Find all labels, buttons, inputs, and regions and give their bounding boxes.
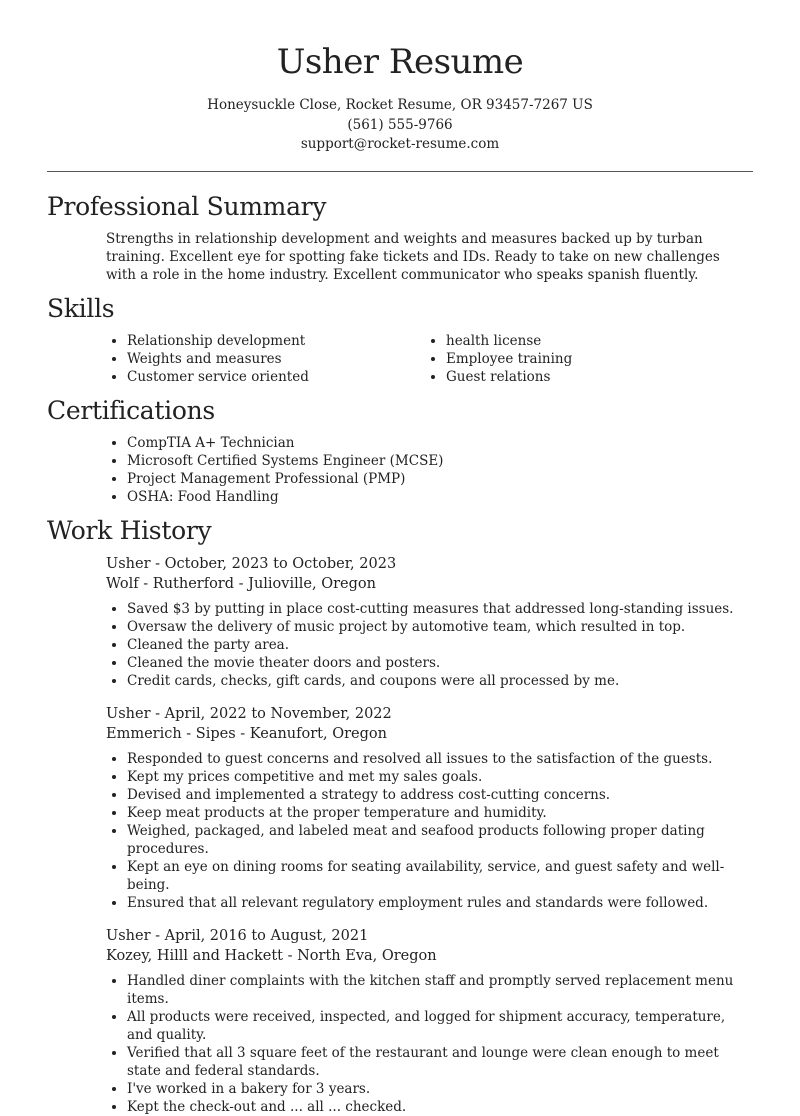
- job-bullet: • Kept the check-out and ... all ... checked.: [127, 1098, 753, 1116]
- skills-section: [0, 292, 800, 386]
- job-bullet: • Oversaw the delivery of music project by automotive team, which resulted in top.: [127, 618, 753, 636]
- header-divider: [47, 171, 753, 172]
- job-bullet: • Saved $3 by putting in place cost-cutting measures that addressed long-standing issues.: [127, 600, 753, 618]
- summary-section: [0, 190, 800, 284]
- job-bullet: • Credit cards, checks, gift cards, and coupons were all processed by me.: [127, 672, 753, 690]
- certification-item: • Project Management Professional (PMP): [127, 470, 753, 488]
- job-entry: [106, 704, 753, 912]
- job-bullets: [106, 972, 753, 1116]
- job-bullet: • Weighed, packaged, and labeled meat and seafood products following proper dating procedures.: [127, 822, 753, 858]
- job-bullet: • Responded to guest concerns and resolved all issues to the satisfaction of the guests.: [127, 750, 753, 768]
- job-company-location: Wolf - Rutherford - Julioville, Oregon: [106, 575, 376, 592]
- job-company-location: Kozey, Hilll and Hackett - North Eva, Oregon: [106, 947, 437, 964]
- job-entry: [106, 926, 753, 1116]
- job-bullet: • Ensured that all relevant regulatory employment rules and standards were followed.: [127, 894, 753, 912]
- certification-item: • OSHA: Food Handling: [127, 488, 753, 506]
- certifications-heading: Certifications: [47, 395, 215, 425]
- certification-item: • Microsoft Certified Systems Engineer (MCSE): [127, 452, 753, 470]
- job-bullet: • Kept my prices competitive and met my sales goals.: [127, 768, 753, 786]
- contact-phone: (561) 555-9766: [347, 116, 453, 133]
- contact-block: [0, 96, 800, 155]
- job-bullet: • All products were received, inspected, and logged for shipment accuracy, temperature, and quality.: [127, 1008, 753, 1044]
- skill-item: • Weights and measures: [127, 350, 425, 368]
- skills-list-right: [425, 332, 725, 386]
- job-title-dates: Usher - April, 2016 to August, 2021: [106, 927, 369, 944]
- job-bullet: • I've worked in a bakery for 3 years.: [127, 1080, 753, 1098]
- job-bullets: [106, 750, 753, 912]
- summary-heading: Professional Summary: [47, 191, 327, 221]
- job-bullet: • Kept an eye on dining rooms for seating availability, service, and guest safety and well-being.: [127, 858, 753, 894]
- skill-item: • health license: [446, 332, 725, 350]
- job-bullet: • Devised and implemented a strategy to address cost-cutting concerns.: [127, 786, 753, 804]
- skills-grid: [47, 332, 753, 386]
- work-history-section: [0, 514, 800, 1116]
- job-bullet: • Handled diner complaints with the kitchen staff and promptly served replacement menu items.: [127, 972, 753, 1008]
- certifications-list: [47, 434, 753, 506]
- skills-list-left: [106, 332, 425, 386]
- certification-item: • CompTIA A+ Technician: [127, 434, 753, 452]
- summary-text: Strengths in relationship development and weights and measures backed up by turban training. Excellent eye for spotting fake tickets and IDs. Ready to take on new challenges with a role in the home industry. Excellent communicator who speaks spanish fluently.: [106, 230, 720, 283]
- job-bullet: • Cleaned the movie theater doors and posters.: [127, 654, 753, 672]
- skill-item: • Employee training: [446, 350, 725, 368]
- job-company-location: Emmerich - Sipes - Keanufort, Oregon: [106, 725, 387, 742]
- skill-item: • Guest relations: [446, 368, 725, 386]
- contact-email: support@rocket-resume.com: [300, 136, 500, 152]
- resume-header: [0, 0, 800, 155]
- certifications-section: [0, 394, 800, 506]
- skills-heading: Skills: [47, 293, 115, 323]
- work-history-heading: Work History: [47, 515, 212, 545]
- resume-title: Usher Resume: [276, 42, 524, 82]
- skill-item: • Customer service oriented: [127, 368, 425, 386]
- job-bullet: • Keep meat products at the proper temperature and humidity.: [127, 804, 753, 822]
- job-title-dates: Usher - October, 2023 to October, 2023: [106, 555, 397, 572]
- job-bullet: • Cleaned the party area.: [127, 636, 753, 654]
- job-title-dates: Usher - April, 2022 to November, 2022: [106, 705, 392, 722]
- contact-address: Honeysuckle Close, Rocket Resume, OR 93457-7267 US: [207, 97, 593, 113]
- skill-item: • Relationship development: [127, 332, 425, 350]
- job-entry: [106, 554, 753, 690]
- job-bullet: • Verified that all 3 square feet of the restaurant and lounge were clean enough to meet state and federal standards.: [127, 1044, 753, 1080]
- job-bullets: [106, 600, 753, 690]
